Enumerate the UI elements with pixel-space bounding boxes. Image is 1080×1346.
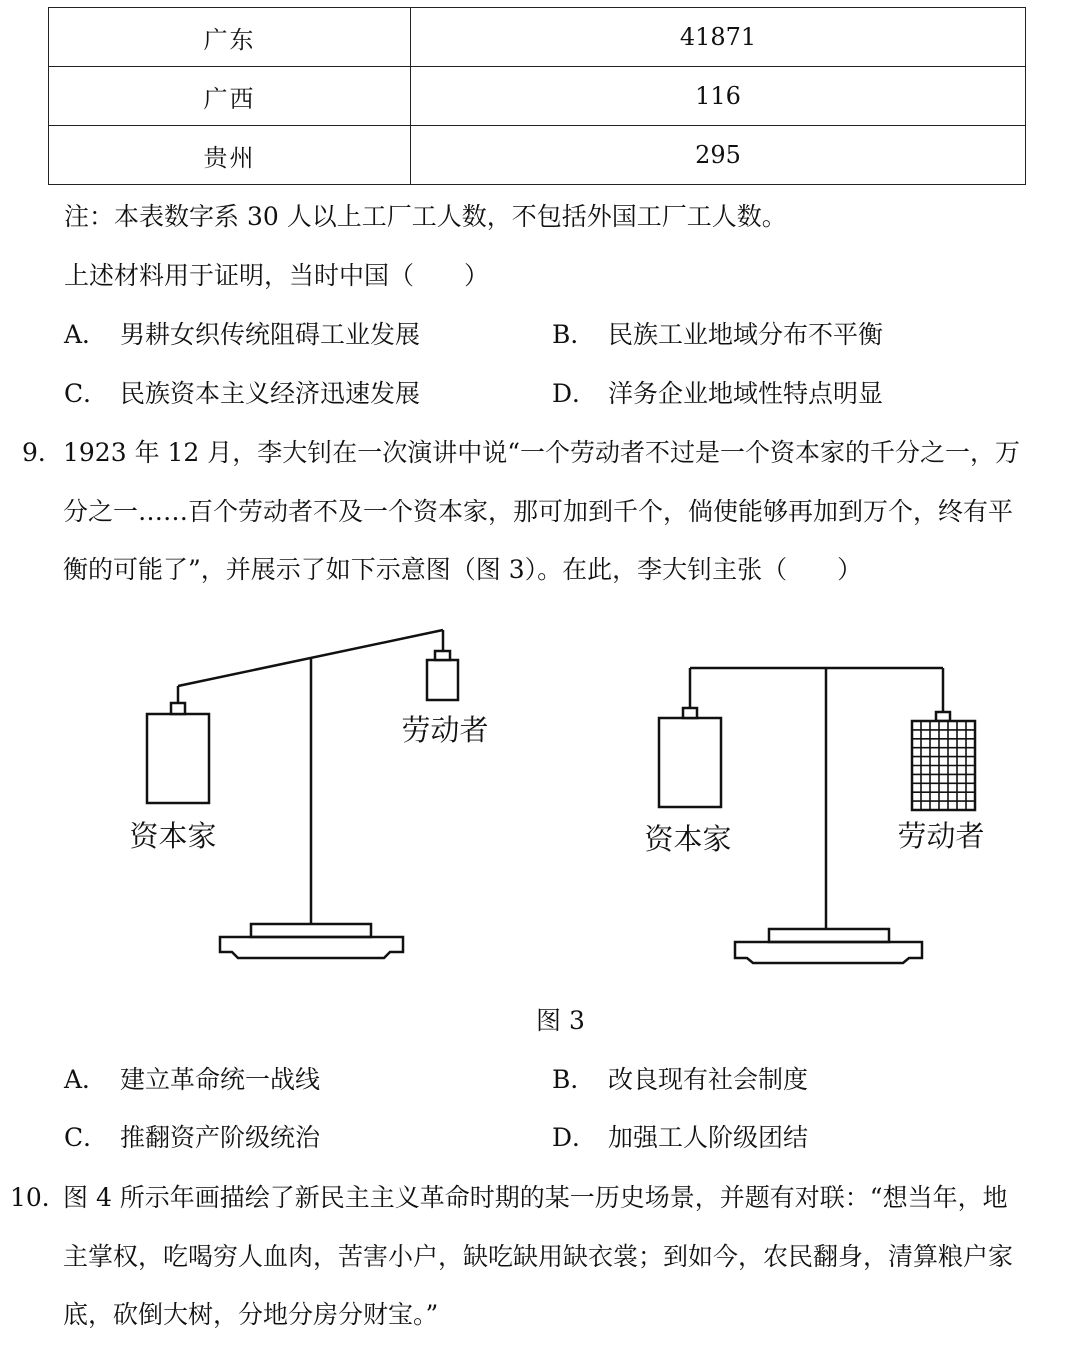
capitalist-weight: [147, 714, 209, 803]
option-text: 民族工业地域分布不平衡: [608, 320, 884, 349]
capitalist-weight: [659, 718, 721, 807]
label-laborer-left: 劳动者: [401, 713, 489, 747]
option-key: B．: [552, 1065, 596, 1094]
question-number: 10．: [10, 1183, 67, 1212]
question-line: 主掌权，吃喝穷人血肉，苦害小户，缺吃缺用缺衣裳；到如今，农民翻身，清算粮户家: [63, 1242, 1014, 1271]
option-text: 改良现有社会制度: [608, 1065, 809, 1094]
option-key: D．: [552, 379, 598, 408]
option-b[interactable]: [552, 1063, 808, 1097]
question-line: 底，砍倒大树，分地分房分财宝。”: [63, 1300, 439, 1329]
option-text: 男耕女织传统阻碍工业发展: [120, 320, 421, 349]
question-number: 9．: [22, 438, 63, 467]
option-key: A．: [64, 1065, 108, 1094]
option-a[interactable]: [64, 1063, 320, 1097]
option-key: B．: [552, 320, 596, 349]
value-cell: 116: [411, 67, 1026, 126]
region-cell: 广东: [49, 8, 411, 67]
label-capitalist-right: 资本家: [644, 822, 732, 856]
option-text: 推翻资产阶级统治: [120, 1123, 321, 1152]
value-cell: 295: [411, 126, 1026, 185]
question-stem: 上述材料用于证明，当时中国（ ）: [64, 261, 490, 290]
region-cell: 贵州: [49, 126, 411, 185]
option-key: C．: [64, 1123, 109, 1152]
option-text: 民族资本主义经济迅速发展: [120, 379, 421, 408]
question-line: 图 4 所示年画描绘了新民主主义革命时期的某一历史场景，并题有对联：“想当年，地: [63, 1183, 1008, 1212]
option-key: D．: [552, 1123, 598, 1152]
option-text: 建立革命统一战线: [120, 1065, 321, 1094]
figure-caption: 图 3: [536, 1006, 585, 1035]
label-laborer-right: 劳动者: [897, 819, 985, 853]
label-capitalist-left: 资本家: [129, 819, 217, 853]
laborer-weight: [427, 660, 458, 700]
option-key: A．: [64, 320, 108, 349]
left-balance: [147, 630, 458, 958]
option-c[interactable]: [64, 1121, 320, 1155]
question-line: 衡的可能了”，并展示了如下示意图（图 3）。在此，李大钊主张（ ）: [63, 555, 863, 584]
value-cell: 41871: [411, 8, 1026, 67]
question-line: 分之一……百个劳动者不及一个资本家，那可加到千个，倘使能够再加到万个，终有平: [63, 497, 1014, 526]
region-cell: 广西: [49, 67, 411, 126]
question-line: 1923 年 12 月，李大钊在一次演讲中说“一个劳动者不过是一个资本家的千分之一，万: [63, 438, 1021, 467]
option-text: 加强工人阶级团结: [608, 1123, 809, 1152]
option-d[interactable]: [552, 1121, 808, 1155]
option-key: C．: [64, 379, 109, 408]
right-balance: [659, 668, 975, 963]
table-note: 注：本表数字系 30 人以上工厂工人数，不包括外国工厂工人数。: [64, 202, 787, 231]
option-text: 洋务企业地域性特点明显: [608, 379, 884, 408]
